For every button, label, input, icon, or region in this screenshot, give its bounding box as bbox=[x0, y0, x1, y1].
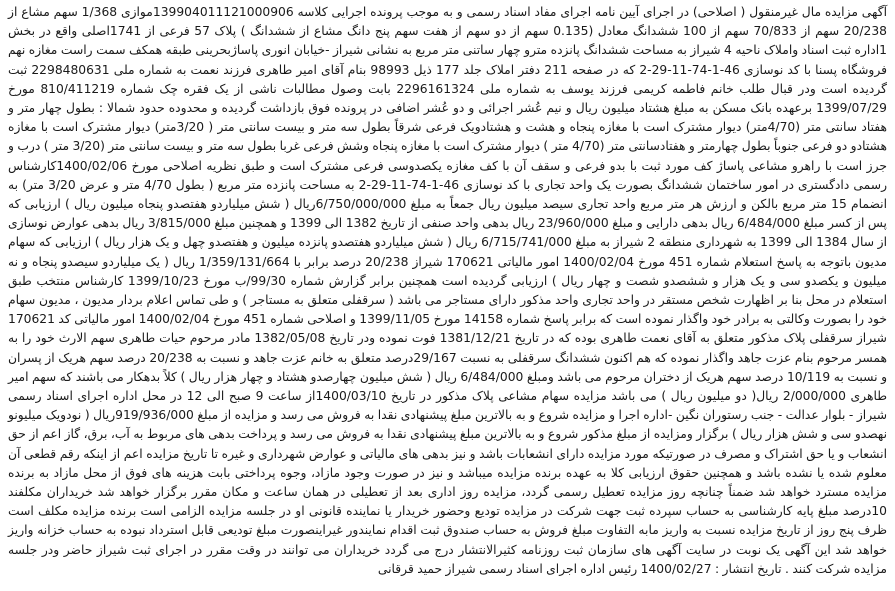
auction-notice-text: آگهی مزایده مال غیرمنقول ( اصلاحی) در اجرای آیین نامه اجرای مفاد اسناد رسمی و به موجب پرونده اجرایی کلاسه 139904011121000906موازی 1/368 سهم مشاع از 20/238 سهم از 70/833 سهم از 100 ششدانگ معادل (0.135 سهم از دو سهم از هفت سهم پنج دانگ مشاع از ششدانگ ) پلاک 57 فرعی از 1741اصلی واقع در بخش 1اداره ثبت اسناد واملاک ناحیه 4 شیراز به مساحت ششدانگ پانزده مترو چهار ساتنی متر مربع به نشانی شیراز -خیابان انوری پاساژبحرینی طبقه همکف سمت راست مغازه نهم فروشگاه پسنا با کد نوسازی 46-1-74-11-29-2 که در صفحه 211 دفتر املاک جلد 177 ذیل 98993 بنام آقای امیر طاهری فرزند نعمت به شماره ملی 2298480631 ثبت گردیده است ودر قبال طلب خانم فاطمه کریمی فرزند یوسف به شماره ملی 2296161324 بابت وصول مطالبات ناشی از یک فقره چک شماره 810/411219 مورخ 1399/07/29 برعهده بانک مسکن به مبلغ هشتاد میلیون ریال و نیم عُشر اجرائی و دو عُشر اضافی در پرونده فوق بازداشت گردیده و محدوده حدود شمالا : بطول چهار متر و هفتاد سانتی متر (4/70متر) دیوار مشترک است با مغازه پنجاه و هشت و هشتادویک فرعی شرقاً بطول سه متر و بیست سانتی متر ( 3/20متر) دیوار مشترک است با مغازه هشتادو دو فرعی جنوباً بطول چهارمتر و هفتادسانتی متر (4/70 متر ) دیوار مشترک است با مغازه پنجاه وشش فرعی غربا بطول سه متر و بیست سانتی متر (3/20 متر ) درب و جرز است با راهرو مشاعی پاساژ کف مورد ثبت با بدو فرعی و سقف آن با کف مغازه یکصدوسی فرعی مشترک است و طبق نظریه اصلاحی مورخ 1400/02/06کارشناس رسمی دادگستری در امور ساختمان ششدانگ بصورت یک واحد تجاری با کد نوسازی 46-1-74-11-29-2 به مساحت پانزده متر مربع ( بطول 4/70 متر و عرض 3/20 متر) به انضمام 15 متر مربع بالکن و ارزش هر متر مربع واحد تجاری سیصد میلیون ریال جمعاً به مبلغ 6/750/000/000ریال ( شش میلیاردو هفتصدو پنجاه میلیون ریال ) ارزیابی که پس از کسر مبلغ 6/484/000 ریال بدهی دارایی و مبلغ 23/960/000 ریال بدهی واحد صنفی از تاریخ 1382 الی 1399 و همچنین مبلغ 3/815/000 ریال بدهی عوارض نوسازی از سال 1384 الی 1399 به شهرداری منطقه 2 شیراز به مبلغ 6/715/741/000 ریال ( شش میلیاردو هفتصدو پانزده میلیون و هفتصدو چهل و یک هزار ریال ) ارزیابی که سهام مدیون باتوجه به پاسخ استعلام شماره 451 مورخ 1400/02/04 امور مالیاتی 170621 شیراز 20/238 درصد برابر با 1/359/131/664 ریال ( یک میلیاردو سیصدو پنجاه و نه میلیون و یکصدو سی و یک هزار و ششصدو شصت و چهار ریال ) ارزیابی گردیده است همچنین برابر گزارش شماره 99/30/ب مورخ 1399/10/23 کارشناس منتخب طبق استعلام در محل بنا بر اظهارت شخص مستقر در واحد تجاری واحد مذکور دارای مستاجر می باشد ( سرقفلی متعلق به مستاجر ) و طی تماس اعلام بردار مدیون ، مدیون سهام خود را بصورت وکالتی به برادر خود واگذار نموده است که برابر پاسخ شماره 14158 مورخ 1399/11/05 و اصلاحی شماره 451 مورخ 1400/02/04 امور مالیاتی کد 170621 شیراز سرقفلی پلاک مذکور متعلق به آقای نعمت طاهری بوده که در تاریخ 1381/12/21 فوت نموده ودر تاریخ 1382/05/08 مادر مرحوم حیات طاهری سهم الارث خود را به همسر مرحوم بنام عزت جاهد واگذار نموده که هم اکنون ششدانگ سرقفلی به نسبت 29/167درصد متعلق به خانم عزت جاهد و نسبت به 20/238 درصد سهم هریک از پسران و نسبت به 10/119 درصد سهم هریک از دختران مرحوم می باشد ومبلغ 6/484/000 ریال ( شش میلیون چهارصدو هشتاد و چهار هزار ریال ) کلاً بدهکار می باشند که سهم امیر طاهری 2/000/000 ریال( دو میلیون ریال ) می باشد مزایده سهام مشاعی پلاک مذکور در تاریخ 1400/03/10از ساعت 9 صبح الی 12 در محل اداره اجرای اسناد رسمی شیراز - بلوار عدالت - جنب رستوران نگین -اداره اجرا و مزایده شروع و به بالاترین مبلغ پیشنهادی نقدا به فروش می رسد و مزایده از مبلغ 919/936/000ریال ( نودویک میلیونو نهصدو سی و شش هزار ریال ) برگزار ومزایده از مبلغ مذکور شروع و به بالاترین مبلغ پیشنهادی نقدا به فروش می رسد و پرداخت بدهی های مربوط به آب، برق، گاز اعم از حق انشعاب و یا حق اشتراک و مصرف در صورتیکه مورد مزایده دارای انشعابات باشد و نیز بدهی های مالیاتی و عوارض شهرداری و غیره تا تاریخ مزایده اعم از اینکه رقم قطعی آن معلوم شده یا نشده باشد و همچنین حقوق ارزیابی کلا به عهده برنده مزایده میباشد و نیز در صورت وجود مازاد، وجوه پرداختی بابت هزینه های فوق از محل مازاد به برنده مزایده مسترد خواهد شد ضمناً چنانچه روز مزایده تعطیل رسمی گردد، مزایده روز اداری بعد از تعطیلی در همان ساعت و مکان مقرر برگزار خواهد شد خریداران مکلفند 10درصد مبلغ پایه کارشناسی به حساب سپرده ثبت جهت شرکت در مزایده تودیع وحضور خریدار یا نماینده قانونی او در جلسه مزایده الزامی است برنده مزایده مکلف است ظرف پنج روز از تاریخ مزایده نسبت به واریز مابه التفاوت مبلغ فروش به حساب صندوق ثبت اقدام نمایندور غیراینصورت مبلغ تودیعی قابل استرداد نبوده به حساب خزانه واریز خواهد شد این آگهی یک نوبت در سایت آگهی های سازمان ثبت روزنامه کثیرالانتشار درج می گردد خریداران می توانند در وقت مقرر در اجرای ثبت شیراز حاضر ودر جلسه مزایده شرکت کنند . تاریخ انتشار : 1400/02/27 رئیس اداره اجرای اسناد رسمی شیراز حمید قرقانی bbox=[8, 5, 888, 576]
